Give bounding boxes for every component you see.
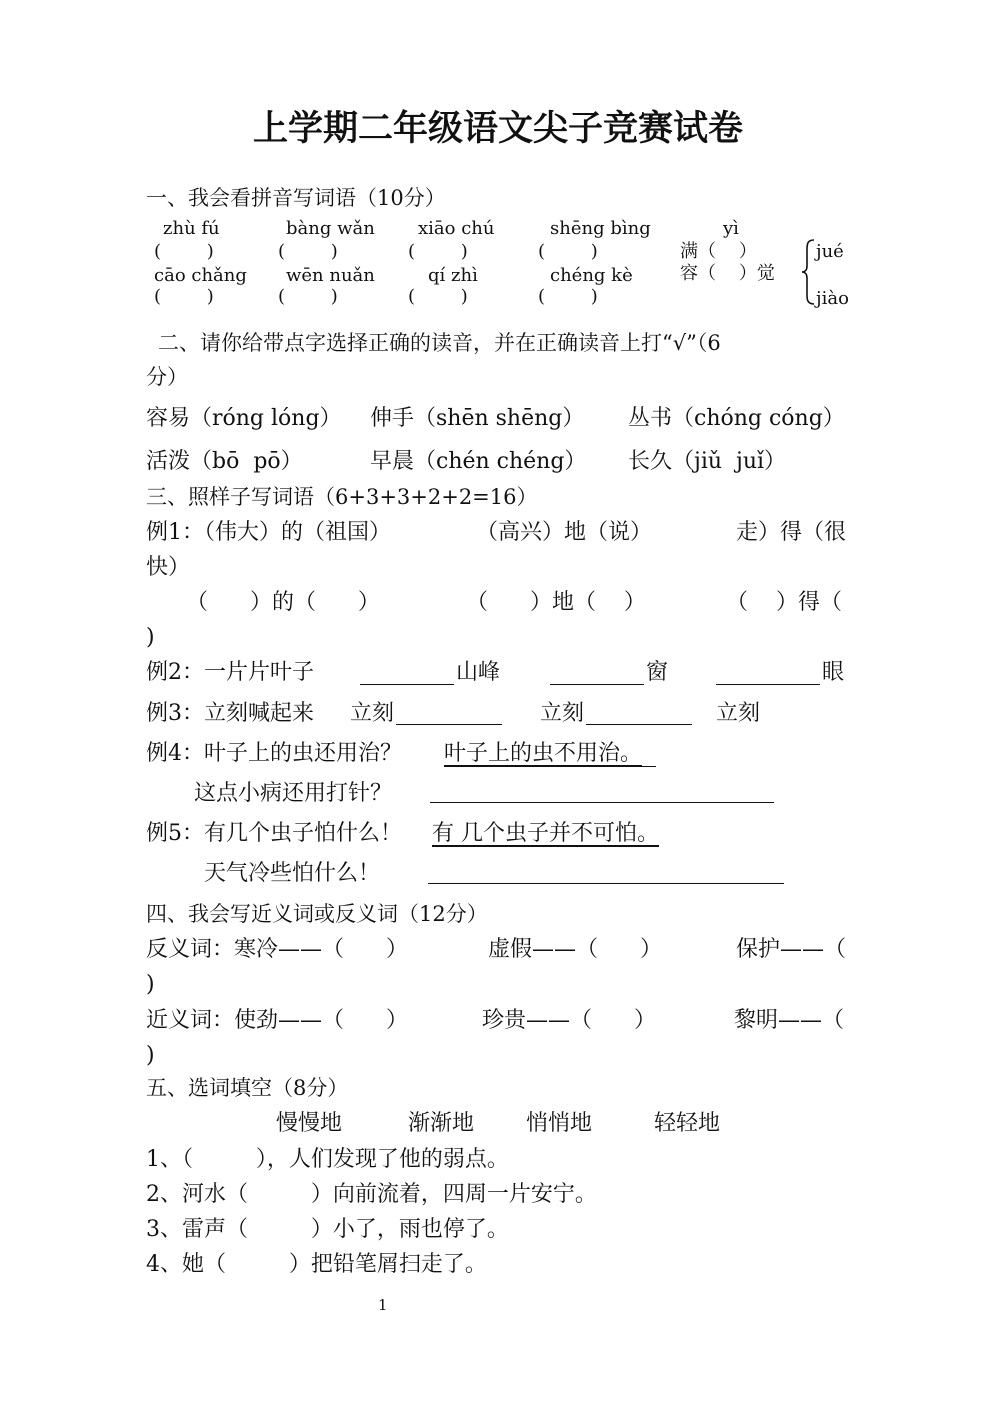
synonym-close: ) — [146, 1043, 155, 1068]
word-choice: 渐渐地 — [408, 1111, 475, 1136]
answer-line[interactable] — [428, 883, 784, 884]
answer-blank[interactable]: （ ）地（ ） — [466, 590, 646, 615]
example-2-d: 眼 — [822, 660, 845, 685]
answer-line[interactable] — [396, 724, 502, 725]
answer-blank[interactable]: ( ) — [154, 241, 214, 262]
reading-choice[interactable]: 容易（róng lóng） — [146, 406, 342, 431]
reading-choice[interactable]: 丛书（chóng cóng） — [628, 406, 845, 431]
example-2-b: 山峰 — [456, 660, 501, 685]
word-choice: 轻轻地 — [654, 1111, 721, 1136]
pinyin-jiao: jiào — [816, 288, 849, 309]
synonym-item[interactable]: 黎明——（ — [734, 1008, 845, 1033]
section-3-heading: 三、照样子写词语（6+3+3+2+2=16） — [146, 485, 538, 509]
page-number: 1 — [378, 1296, 388, 1314]
section-2-heading: 二、请你给带点字选择正确的读音，并在正确读音上打“√”（6 — [158, 331, 721, 355]
answer-blank[interactable]: ( ) — [278, 286, 338, 307]
fill-question[interactable]: 2、河水（ ）向前流着，四周一片安宁。 — [146, 1182, 597, 1207]
reading-choice[interactable]: 早晨（chén chéng） — [370, 449, 587, 474]
answer-blank[interactable]: ( ) — [538, 286, 598, 307]
example-3-word: 立刻 — [716, 701, 761, 726]
synonym-item[interactable]: 珍贵——（ ） — [482, 1008, 656, 1033]
answer-blank[interactable]: ( ) — [278, 241, 338, 262]
answer-blank[interactable]: ( ) — [154, 286, 214, 307]
example-4-answer: 叶子上的虫不用治。 — [444, 741, 643, 766]
section-4-heading: 四、我会写近义词或反义词（12分） — [146, 902, 488, 926]
pinyin-yi: yì — [723, 218, 739, 239]
pinyin-cao-chang: cāo chǎng — [154, 265, 247, 286]
answer-blank[interactable]: ( ) — [538, 241, 598, 262]
word-choice: 悄悄地 — [526, 1111, 593, 1136]
answer-line[interactable] — [430, 802, 774, 803]
example-1-c: 走）得（很 — [736, 520, 847, 545]
example-3: 例3：立刻喊起来 — [146, 701, 314, 726]
answer-blank[interactable]: ( ) — [408, 286, 468, 307]
curly-brace-icon — [800, 238, 816, 306]
section-5-heading: 五、选词填空（8分） — [146, 1076, 349, 1100]
word-choice: 慢慢地 — [276, 1111, 343, 1136]
fill-question[interactable]: 1、（ ），人们发现了他的弱点。 — [146, 1147, 509, 1172]
pinyin-bang-wan: bàng wǎn — [286, 218, 375, 239]
pinyin-zhu-fu: zhù fú — [163, 218, 220, 239]
antonym-close: ) — [146, 972, 155, 997]
example-3-word: 立刻 — [350, 701, 395, 726]
example-5-question: 例5：有几个虫子怕什么！ — [146, 821, 402, 846]
example-1-d: 快） — [146, 555, 191, 580]
example-1: 例1：（伟大）的（祖国） — [146, 520, 391, 545]
answer-blank[interactable]: ( ) — [408, 241, 468, 262]
fill-question[interactable]: 4、她（ ）把铅笔屑扫走了。 — [146, 1252, 487, 1277]
example-1-b: （高兴）地（说） — [476, 520, 653, 545]
reading-choice[interactable]: 长久（jiǔ juǐ） — [628, 449, 787, 474]
antonym-item[interactable]: 保护——（ — [736, 937, 847, 962]
section-1-heading: 一、我会看拼音写词语（10分） — [146, 186, 446, 210]
task-5-question: 天气冷些怕什么！ — [204, 861, 381, 886]
answer-blank-close: ) — [146, 625, 155, 650]
antonym-item[interactable]: 反义词：寒冷——（ ） — [146, 937, 408, 962]
pinyin-qi-zhi: qí zhì — [428, 265, 478, 286]
underline-extension — [630, 766, 656, 767]
section-2-heading-cont: 分） — [146, 365, 188, 389]
example-3-word: 立刻 — [540, 701, 585, 726]
pinyin-jue: jué — [816, 241, 844, 262]
polyphone-rong-jue[interactable]: 容（ ）觉 — [680, 263, 775, 284]
answer-line[interactable] — [716, 684, 820, 685]
answer-blank[interactable]: （ ）的（ ） — [186, 590, 380, 615]
answer-line[interactable] — [550, 684, 644, 685]
antonym-item[interactable]: 虚假——（ ） — [488, 937, 662, 962]
task-4-question: 这点小病还用打针？ — [194, 781, 393, 806]
page-title: 上学期二年级语文尖子竞赛试卷 — [253, 109, 744, 149]
pinyin-cheng-ke: chéng kè — [550, 265, 633, 286]
pinyin-sheng-bing: shēng bìng — [550, 218, 651, 239]
fill-question[interactable]: 3、雷声（ ）小了，雨也停了。 — [146, 1217, 509, 1242]
pinyin-xiao-chu: xiāo chú — [418, 218, 495, 239]
synonym-item[interactable]: 近义词：使劲——（ ） — [146, 1008, 408, 1033]
example-2-c: 窗 — [646, 660, 669, 685]
example-4-question: 例4：叶子上的虫还用治？ — [146, 741, 402, 766]
reading-choice[interactable]: 伸手（shēn shēng） — [370, 406, 585, 431]
pinyin-wen-nuan: wēn nuǎn — [286, 265, 375, 286]
example-5-answer: 有 几个虫子并不可怕。 — [432, 821, 659, 846]
answer-line[interactable] — [360, 684, 454, 685]
answer-blank[interactable]: （ ）得（ — [726, 590, 842, 615]
polyphone-man[interactable]: 满（ ） — [680, 241, 757, 262]
answer-line[interactable] — [586, 724, 692, 725]
reading-choice[interactable]: 活泼（bō pō） — [146, 449, 303, 474]
example-2: 例2：一片片叶子 — [146, 660, 314, 685]
